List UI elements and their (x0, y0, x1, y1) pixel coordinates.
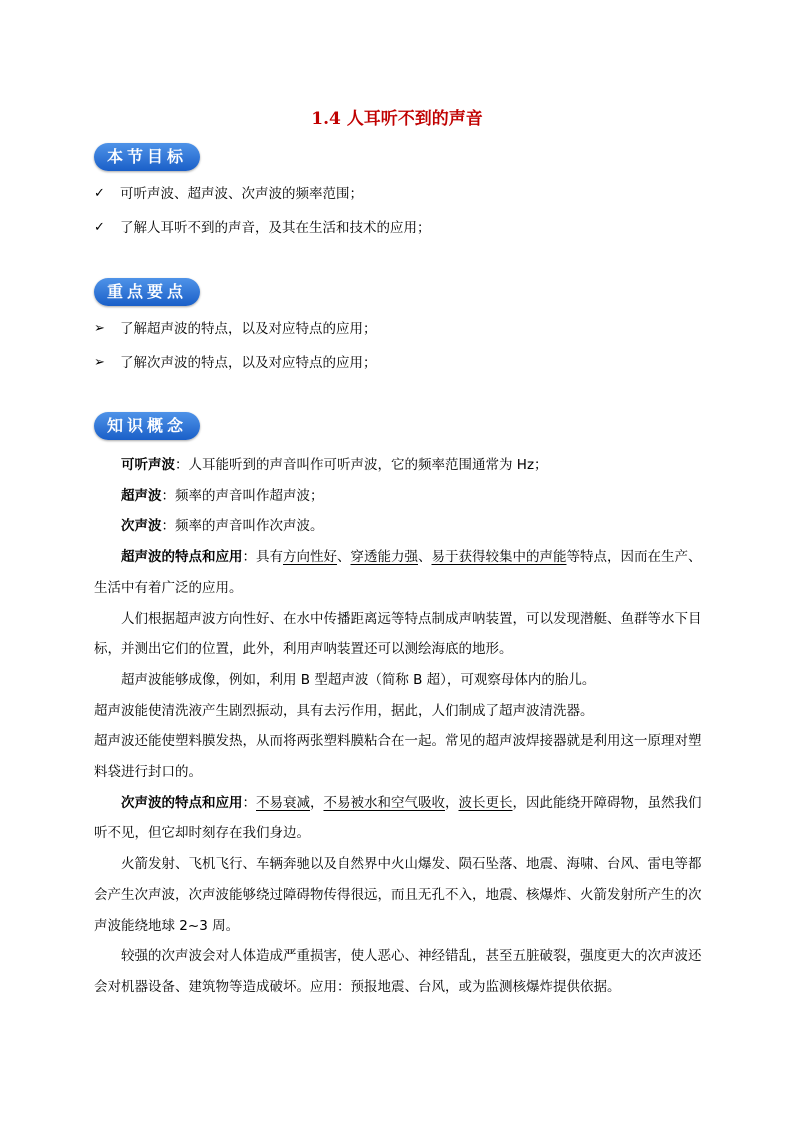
check-icon: ✓ (94, 186, 105, 201)
keypoints-list (94, 319, 714, 387)
term: 次声波的特点和应用 (121, 794, 243, 811)
list-item (94, 353, 714, 387)
separator: 、 (418, 549, 432, 566)
term: 次声波 (121, 518, 162, 535)
underlined-keyword: 波长更长 (458, 794, 513, 811)
list-item (94, 218, 714, 252)
paragraph (94, 542, 702, 603)
paragraph (94, 511, 702, 542)
term: 超声波的特点和应用 (121, 549, 243, 566)
paragraph: 超声波能使清洗液产生剧烈振动，具有去污作用，据此，人们制成了超声波清洗器。 (94, 702, 594, 719)
list-item (94, 184, 714, 218)
paragraph (94, 450, 702, 481)
underlined-keyword: 不易被水和空气吸收 (323, 794, 445, 811)
separator: 、 (337, 549, 351, 566)
underlined-keyword: 不易衰减 (256, 794, 310, 811)
paragraph-text: 等特点，因而在生产、生活中有着广泛的应用。 (94, 549, 702, 596)
underlined-keyword: 易于获得较集中的声能 (431, 549, 567, 566)
paragraph-text: ：频率的声音叫作次声波。 (161, 518, 324, 535)
paragraph: 超声波能够成像，例如，利用 B 型超声波（简称 B 超），可观察母体内的胎儿。 (121, 671, 596, 688)
list-item-text: 了解次声波的特点，以及对应特点的应用； (120, 355, 377, 371)
paragraph: 超声波还能使塑料膜发热，从而将两张塑料膜粘合在一起。常见的超声波焊接器就是利用这一原理对塑料袋进行封口的。 (94, 733, 702, 781)
list-item (94, 319, 714, 353)
page-title: 1.4 人耳听不到的声音 (311, 109, 483, 129)
paragraph-text: ： (242, 794, 256, 811)
arrow-bullet-icon: ➢ (94, 355, 105, 370)
paragraph-text: ：具有 (242, 549, 283, 566)
paragraph: 人们根据超声波方向性好、在水中传播距离远等特点制成声呐装置，可以发现潜艇、鱼群等水下目标，并测出它们的位置，此外，利用声呐装置还可以测绘海底的地形。 (94, 610, 702, 658)
separator: ， (445, 794, 459, 811)
underlined-keyword: 穿透能力强 (350, 549, 418, 566)
section-badge-concepts: 知识概念 (94, 412, 200, 440)
list-item-text: 了解人耳听不到的声音，及其在生活和技术的应用； (120, 220, 431, 236)
section-badge-goals: 本节目标 (94, 143, 200, 171)
list-item-text: 可听声波、超声波、次声波的频率范围； (120, 186, 363, 202)
list-item-text: 了解超声波的特点，以及对应特点的应用； (120, 321, 377, 337)
paragraph (94, 788, 702, 849)
underlined-keyword: 方向性好 (283, 549, 337, 566)
concepts-body (94, 450, 702, 1003)
paragraph: 较强的次声波会对人体造成严重损害，使人恶心、神经错乱，甚至五脏破裂，强度更大的次声波还会对机器设备、建筑物等造成破坏。应用：预报地震、台风，或为监测核爆炸提供依据。 (94, 948, 702, 995)
goals-list (94, 184, 714, 252)
arrow-bullet-icon: ➢ (94, 321, 105, 336)
check-icon: ✓ (94, 220, 105, 235)
term: 可听声波 (121, 457, 175, 473)
paragraph-text: ，因此能绕开障碍物，虽然我们听不见，但它却时刻存在我们身边。 (94, 794, 702, 842)
paragraph (94, 481, 702, 512)
paragraph-text: ：人耳能听到的声音叫作可听声波，它的频率范围通常为 Hz； (175, 457, 548, 473)
separator: ， (310, 794, 324, 811)
paragraph: 火箭发射、飞机飞行、车辆奔驰以及自然界中火山爆发、陨石坠落、地震、海啸、台风、雷电等都会产生次声波，次声波能够绕过障碍物传得很远，而且无孔不入，地震、核爆炸、火箭发射所产生的次声波能绕地球 2~3 周。 (94, 856, 702, 934)
term: 超声波 (121, 487, 162, 504)
section-badge-keypoints: 重点要点 (94, 278, 200, 306)
paragraph-text: ：频率的声音叫作超声波； (161, 487, 324, 504)
